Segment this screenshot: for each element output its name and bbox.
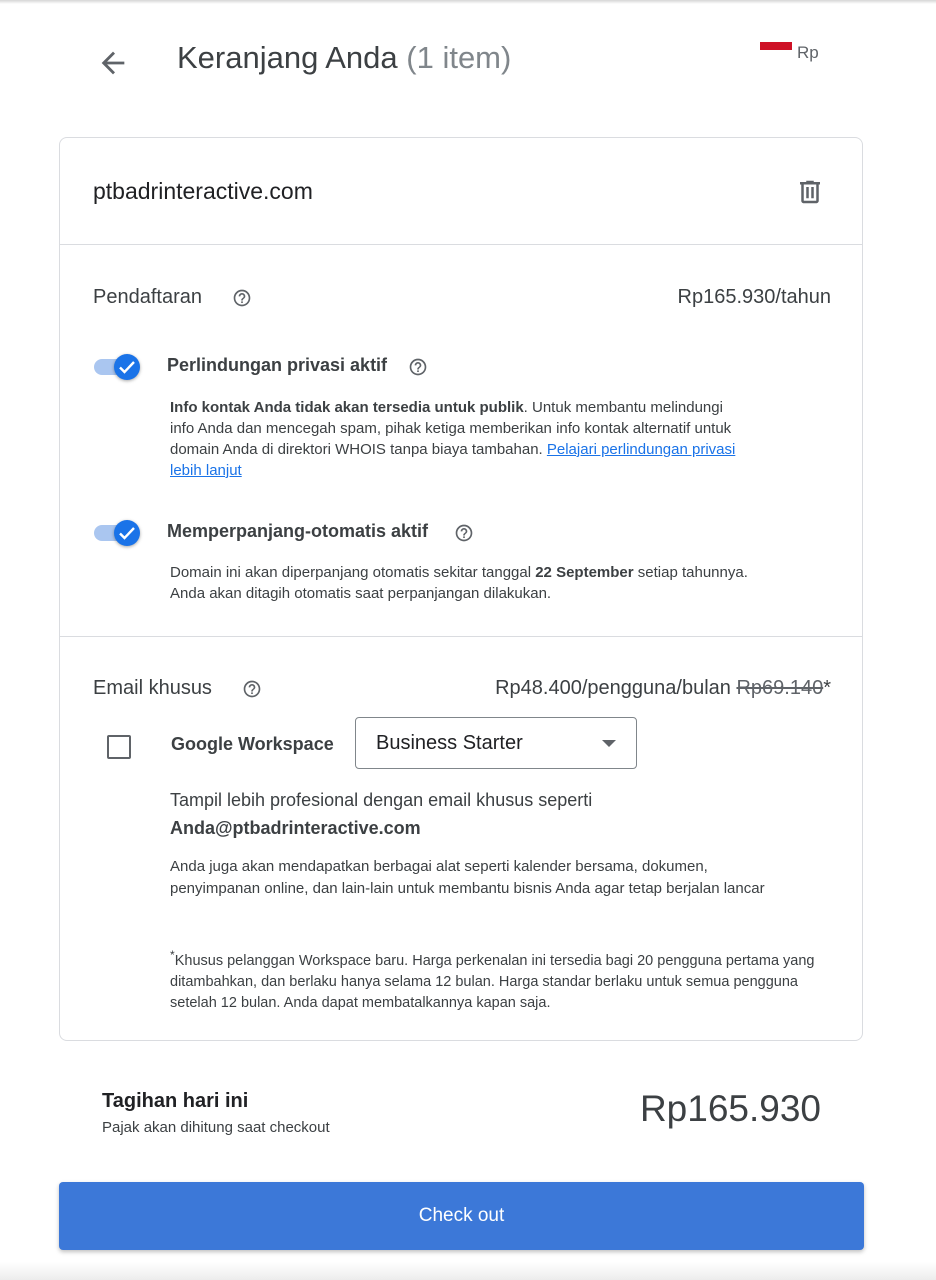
google-workspace-label: Google Workspace	[171, 734, 334, 754]
checkout-button[interactable]: Check out	[59, 1182, 864, 1250]
footnote-asterisk: *	[170, 948, 175, 962]
workspace-plan-select[interactable]	[355, 717, 637, 769]
privacy-label: Perlindungan privasi aktif	[167, 355, 388, 375]
email-price-current: Rp48.400/pengguna/bulan	[495, 677, 731, 699]
delete-button[interactable]	[795, 177, 825, 207]
summary-total: Rp165.930	[639, 1088, 821, 1129]
summary-subtitle: Pajak akan dihitung saat checkout	[102, 1119, 330, 1136]
privacy-description	[170, 397, 740, 481]
email-price	[495, 677, 831, 700]
item-count: (1 item)	[406, 40, 512, 75]
email-price-asterisk: *	[823, 677, 831, 699]
auto-renew-toggle[interactable]	[93, 519, 141, 547]
currency-selector[interactable]	[760, 42, 820, 66]
bottom-shadow	[0, 1262, 936, 1280]
auto-renew-label: Memperpanjang-otomatis aktif	[167, 521, 429, 541]
auto-renew-desc-pre: Domain ini akan diperpanjang otomatis sekitar tanggal	[170, 564, 536, 581]
indonesia-flag-white	[760, 50, 792, 58]
email-section-title: Email khusus	[93, 677, 212, 699]
privacy-toggle[interactable]	[93, 353, 141, 381]
auto-renew-help-icon[interactable]	[454, 523, 474, 543]
privacy-learn-more-link[interactable]: Pelajari perlindungan privasi lebih lanjut	[170, 441, 736, 479]
divider	[60, 636, 862, 637]
check-icon	[118, 525, 136, 541]
email-footnote	[170, 945, 820, 1014]
auto-renew-date: 22 September	[535, 564, 634, 581]
domain-name: ptbadrinteractive.com	[93, 178, 313, 204]
dropdown-arrow-icon	[602, 740, 616, 747]
footnote-text: Khusus pelanggan Workspace baru. Harga perkenalan ini tersedia bagi 20 pengguna pertama yang ditambahkan, dan berlaku hanya selama 12 bulan. Harga standar berlaku untuk semua pengguna setelah 12 bulan. Anda dapat membatalkannya kapan saja.	[170, 952, 815, 1011]
email-promo	[170, 786, 770, 842]
trash-icon	[795, 177, 825, 207]
currency-label: Rp	[797, 43, 819, 62]
auto-renew-description	[170, 562, 770, 604]
toggle-knob	[114, 520, 140, 546]
summary-title: Tagihan hari ini	[102, 1090, 249, 1112]
email-help-icon[interactable]	[242, 679, 262, 699]
divider	[60, 244, 862, 245]
privacy-desc-text: . Untuk membantu melindungi info Anda dan mencegah spam, pihak ketiga memberikan info kontak alternatif untuk domain Anda di direktori WHOIS tanpa biaya tambahan.	[170, 399, 732, 458]
indonesia-flag-icon	[760, 42, 792, 50]
page-title-text: Keranjang Anda	[177, 40, 398, 75]
back-button[interactable]	[96, 46, 130, 80]
auto-renew-desc-post: setiap tahunnya. Anda akan ditagih otomatis saat perpanjangan dilakukan.	[170, 564, 748, 602]
toggle-knob	[114, 354, 140, 380]
registration-help-icon[interactable]	[232, 288, 252, 308]
workspace-plan-value: Business Starter	[376, 732, 523, 754]
top-shadow	[0, 0, 936, 4]
registration-title: Pendaftaran	[93, 286, 202, 308]
registration-price: Rp165.930/tahun	[677, 286, 831, 308]
google-workspace-checkbox[interactable]	[107, 735, 131, 759]
check-icon	[118, 359, 136, 375]
email-price-old: Rp69.140	[736, 677, 824, 699]
email-promo-example: Anda@ptbadrinteractive.com	[170, 818, 421, 838]
privacy-help-icon[interactable]	[408, 357, 428, 377]
email-features: Anda juga akan mendapatkan berbagai alat seperti kalender bersama, dokumen, penyimpanan online, dan lain-lain untuk membantu bisnis Anda agar tetap berjalan lancar	[170, 858, 765, 897]
page-title	[177, 40, 511, 76]
privacy-desc-bold: Info kontak Anda tidak akan tersedia untuk publik	[170, 399, 524, 416]
email-promo-line: Tampil lebih profesional dengan email khusus seperti	[170, 790, 593, 810]
arrow-left-icon	[96, 46, 130, 80]
